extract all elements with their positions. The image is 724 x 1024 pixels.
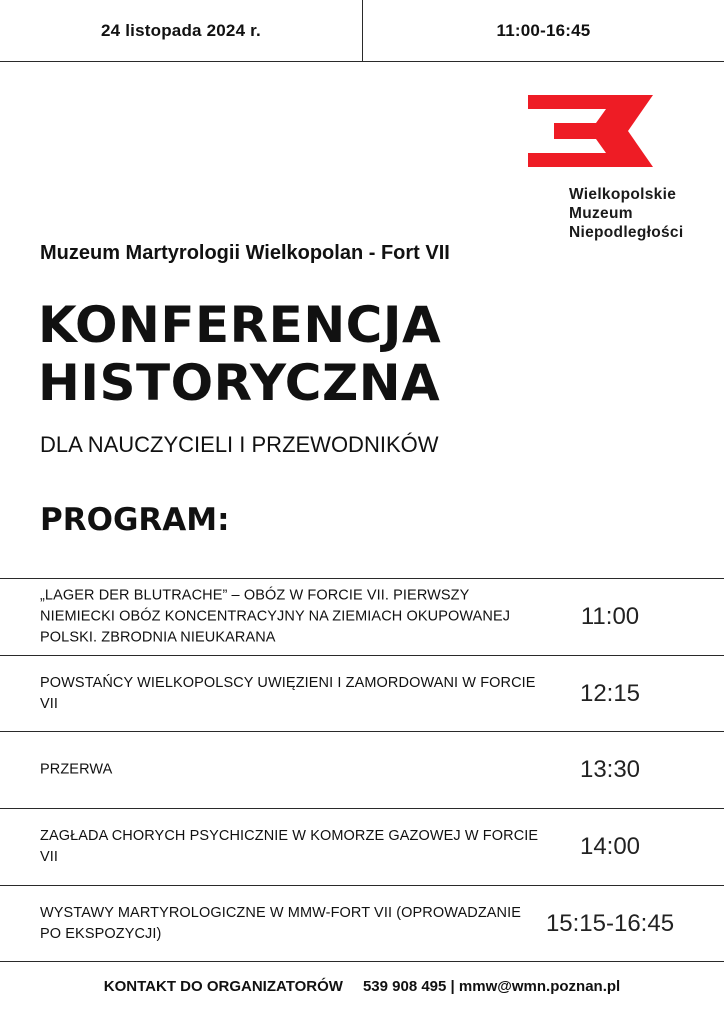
agenda-table	[0, 578, 724, 962]
agenda-topic: PRZERWA	[40, 761, 113, 778]
agenda-time: 12:15	[579, 679, 641, 707]
title-line-1: KONFERENCJA	[38, 296, 442, 354]
event-date: 24 listopada 2024 r.	[101, 21, 261, 40]
agenda-topic: WYSTAWY MARTYROLOGICZNE W MMW-FORT VII (OPROWADZANIE PO EKSPOZYCJI)	[40, 904, 522, 942]
logo-line-1: Wielkopolskie	[569, 186, 677, 203]
agenda-row	[0, 885, 724, 962]
venue-name: Muzeum Martyrologii Wielkopolan - Fort VII	[40, 242, 450, 264]
agenda-topic: ZAGŁADA CHORYCH PSYCHICZNIE W KOMORZE GAZOWEJ W FORCIE VII	[40, 828, 539, 865]
agenda-time: 14:00	[579, 833, 641, 860]
agenda-topic: „LAGER DER BLUTRACHE” – OBÓZ W FORCIE VII. PIERWSZY NIEMIECKI OBÓZ KONCENTRACYJNY NA ZIEMIACH OKUPOWANEJ POLSKI. ZBRODNIA NIEUKARANA	[40, 587, 511, 646]
agenda-row	[0, 731, 724, 808]
header-bar	[0, 0, 724, 62]
title-line-2: HISTORYCZNA	[38, 354, 441, 412]
wmn-logo-icon	[528, 95, 653, 167]
agenda-time: 11:00	[580, 603, 640, 630]
event-time: 11:00-16:45	[496, 21, 591, 40]
contact-details: 539 908 495 | mmw@wmn.poznan.pl	[362, 978, 621, 995]
contact-label: KONTAKT DO ORGANIZATORÓW	[103, 978, 343, 995]
agenda-row	[0, 578, 724, 655]
agenda-topic: POWSTAŃCY WIELKOPOLSCY UWIĘZIENI I ZAMORDOWANI W FORCIE VII	[40, 674, 536, 712]
logo-line-3: Niepodległości	[569, 224, 684, 241]
agenda-time: 13:30	[579, 756, 641, 783]
agenda-row	[0, 808, 724, 885]
contact-footer	[0, 978, 724, 995]
agenda-row	[0, 655, 724, 731]
agenda-time: 15:15-16:45	[545, 909, 675, 937]
logo-line-2: Muzeum	[569, 205, 633, 222]
logo-wordmark	[569, 185, 683, 242]
page-subtitle: DLA NAUCZYCIELI I PRZEWODNIKÓW	[40, 432, 439, 457]
program-heading: PROGRAM:	[40, 502, 230, 538]
page-title	[38, 296, 441, 412]
